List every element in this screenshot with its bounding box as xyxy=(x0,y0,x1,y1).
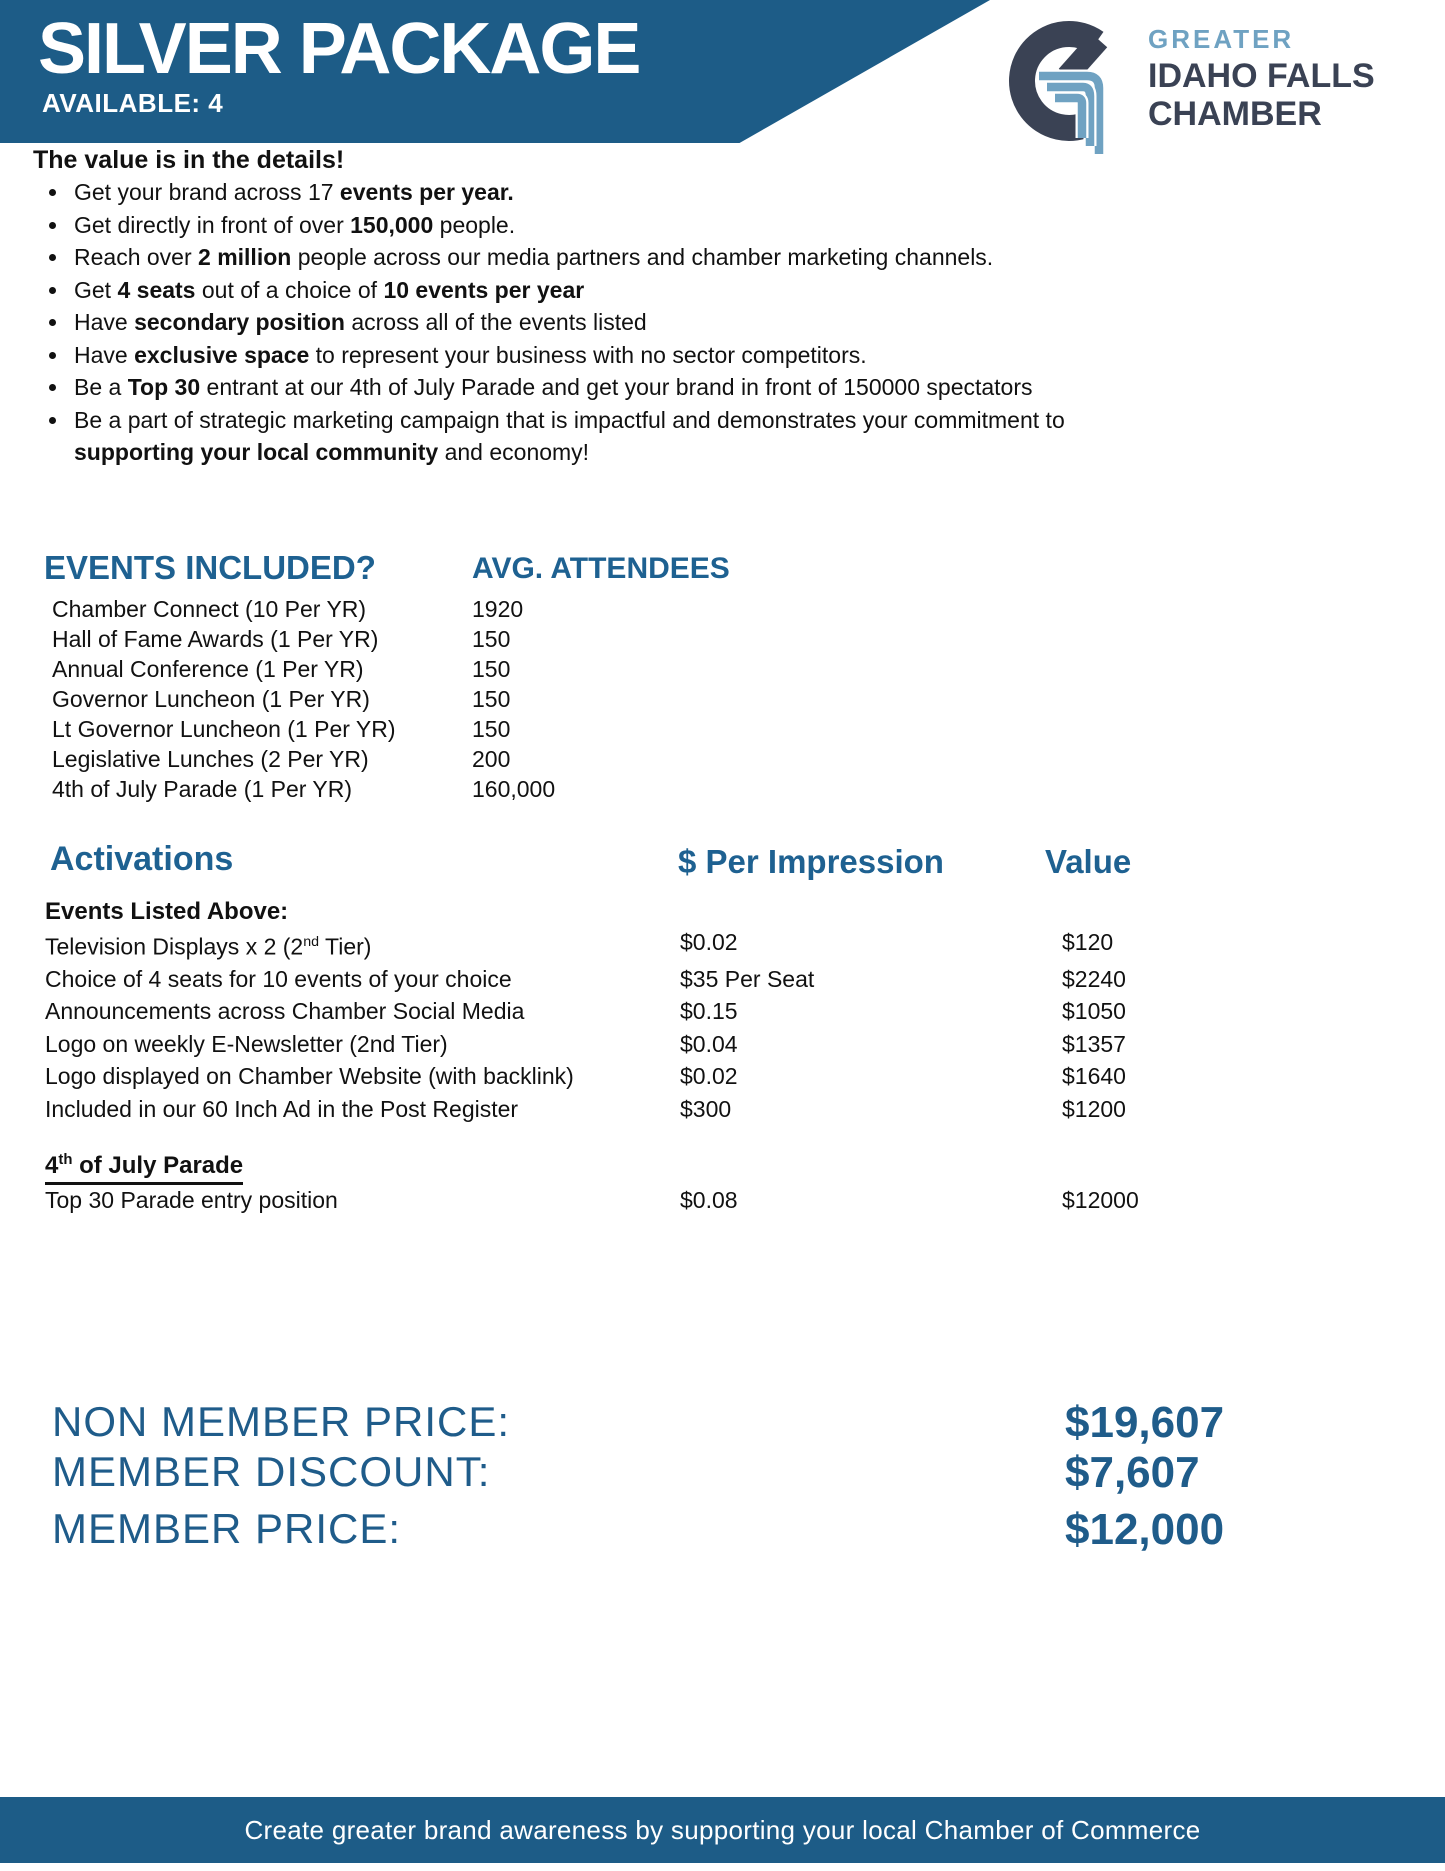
price-label: NON MEMBER PRICE: xyxy=(52,1398,511,1445)
activation-value: $2240 xyxy=(1062,966,1126,993)
text: Logo displayed on Chamber Website (with backlink) xyxy=(45,1063,574,1090)
text: Announcements across Chamber Social Media xyxy=(45,998,525,1025)
event-row xyxy=(52,714,555,744)
price-row xyxy=(52,1448,1312,1498)
text: Choice of 4 seats for 10 events of your choice xyxy=(45,966,512,993)
activation-label xyxy=(45,963,680,995)
event-attendees: 150 xyxy=(472,716,511,742)
events-included-heading: EVENTS INCLUDED? xyxy=(44,549,376,586)
bullet-item xyxy=(70,404,1130,469)
text: Logo on weekly E-Newsletter (2nd Tier) xyxy=(45,1030,448,1057)
bullet-item xyxy=(70,274,1130,307)
text: 4 xyxy=(45,1152,59,1179)
avg-attendees-heading: AVG. ATTENDEES xyxy=(472,552,730,585)
activation-per-impression: $0.02 xyxy=(680,929,738,955)
activations-table xyxy=(45,926,1126,1125)
availability-label: AVAILABLE: 4 xyxy=(42,88,224,118)
superscript: nd xyxy=(303,934,320,950)
event-name: Lt Governor Luncheon (1 Per YR) xyxy=(52,716,396,742)
text: and economy! xyxy=(438,439,590,465)
fourth-of-july-label xyxy=(45,1152,243,1185)
event-name: Annual Conference (1 Per YR) xyxy=(52,656,364,682)
logo-line-idaho-falls: IDAHO FALLS xyxy=(1148,57,1375,95)
event-attendees: 150 xyxy=(472,686,511,712)
bullet-item xyxy=(70,176,1130,209)
text: Have xyxy=(74,309,135,335)
activation-per-impression: $0.15 xyxy=(680,998,738,1025)
bold-text: 10 events per year xyxy=(383,276,585,303)
activation-per-impression: $35 Per Seat xyxy=(680,966,815,993)
benefit-bullet-list xyxy=(42,176,1130,469)
activation-value: $120 xyxy=(1062,929,1114,955)
logo-line-greater: GREATER xyxy=(1148,24,1295,54)
bold-text: supporting your local community xyxy=(74,439,439,465)
activation-row xyxy=(45,1060,1126,1092)
event-name: Chamber Connect (10 Per YR) xyxy=(52,596,367,622)
activation-row xyxy=(45,1093,1126,1125)
activation-value: $1050 xyxy=(1062,998,1126,1025)
text: entrant at our 4th of July Parade and get your brand in front of 150000 spectators xyxy=(200,374,1033,400)
event-attendees: 160,000 xyxy=(472,776,556,802)
bold-text: 150,000 xyxy=(350,211,434,238)
activation-per-impression: $0.02 xyxy=(680,1063,738,1090)
fourth-of-july-label-text xyxy=(45,1152,243,1185)
text: Have xyxy=(74,341,135,368)
text: people. xyxy=(433,211,516,238)
events-listed-above-label: Events Listed Above: xyxy=(45,898,289,925)
bold-text: 4 seats xyxy=(117,276,196,303)
event-row xyxy=(52,624,555,654)
activation-label xyxy=(45,1093,680,1125)
activation-row xyxy=(45,1184,1139,1216)
price-label: MEMBER PRICE: xyxy=(52,1505,402,1552)
event-name: Hall of Fame Awards (1 Per YR) xyxy=(52,626,379,652)
event-attendees: 200 xyxy=(472,746,511,772)
text: Be a xyxy=(74,374,128,400)
activation-per-impression: $300 xyxy=(680,1095,732,1122)
price-row xyxy=(52,1398,1312,1448)
bullet-item xyxy=(70,209,1130,242)
text: Be a part of strategic marketing campaign that is impactful and demonstrates your commitment to xyxy=(74,406,1065,433)
event-row xyxy=(52,744,555,774)
parade-activations-table xyxy=(45,1184,1139,1216)
activations-heading: Activations xyxy=(50,840,234,878)
chamber-logo-text xyxy=(1148,26,1375,135)
activation-row xyxy=(45,995,1126,1027)
activation-label xyxy=(45,1028,680,1060)
text: to represent your business with no sector competitors. xyxy=(309,341,867,368)
bold-text: exclusive space xyxy=(134,341,310,368)
activation-per-impression: $0.08 xyxy=(680,1187,738,1213)
event-attendees: 1920 xyxy=(472,596,524,622)
superscript: th xyxy=(58,1152,73,1168)
events-included-table xyxy=(52,594,555,804)
price-value: $19,607 xyxy=(1065,1398,1225,1447)
text: across all of the events listed xyxy=(344,309,647,335)
activation-row xyxy=(45,926,1126,963)
page-title: SILVER PACKAGE xyxy=(38,9,640,89)
bold-text: Top 30 xyxy=(127,374,201,400)
event-name: Governor Luncheon (1 Per YR) xyxy=(52,686,370,712)
text: Tier) xyxy=(319,933,372,960)
text: Get your brand across 17 xyxy=(74,179,340,205)
footer-message: Create greater brand awareness by supporting your local Chamber of Commerce xyxy=(244,1814,1201,1845)
text: Television Displays x 2 (2 xyxy=(45,933,304,960)
event-attendees: 150 xyxy=(472,626,511,652)
activation-value: $12000 xyxy=(1062,1187,1139,1213)
event-attendees: 150 xyxy=(472,656,511,682)
activation-row xyxy=(45,963,1126,995)
activation-per-impression: $0.04 xyxy=(680,1030,738,1057)
bullet-item xyxy=(70,241,1130,274)
event-row xyxy=(52,654,555,684)
activation-value: $1357 xyxy=(1062,1030,1126,1057)
text: Get directly in front of over xyxy=(74,211,351,238)
activation-label xyxy=(45,1184,680,1216)
price-row xyxy=(52,1505,1312,1555)
footer-bar xyxy=(0,1797,1445,1863)
activation-label xyxy=(45,926,680,963)
event-name: Legislative Lunches (2 Per YR) xyxy=(52,746,369,772)
intro-heading: The value is in the details! xyxy=(33,146,345,174)
price-value: $7,607 xyxy=(1065,1448,1200,1497)
bullet-item xyxy=(70,306,1130,339)
bold-text: secondary position xyxy=(134,309,345,335)
event-row xyxy=(52,774,555,804)
text: people across our media partners and chamber marketing channels. xyxy=(291,244,994,270)
pricing-summary xyxy=(52,1398,1312,1555)
activation-label xyxy=(45,1060,680,1092)
activation-label xyxy=(45,995,680,1027)
bold-text: 2 million xyxy=(198,244,292,270)
price-label: MEMBER DISCOUNT: xyxy=(52,1448,491,1495)
bold-text: events per year. xyxy=(339,179,514,205)
text: of July Parade xyxy=(72,1152,244,1179)
text: Get xyxy=(74,276,118,303)
text: Included in our 60 Inch Ad in the Post Register xyxy=(45,1095,519,1122)
value-heading: Value xyxy=(1045,843,1132,880)
activation-value: $1200 xyxy=(1062,1095,1126,1122)
text: Reach over xyxy=(74,244,199,270)
per-impression-heading: $ Per Impression xyxy=(678,843,944,880)
text: Top 30 Parade entry position xyxy=(45,1187,338,1213)
activation-row xyxy=(45,1028,1126,1060)
text: out of a choice of xyxy=(195,276,384,303)
price-value: $12,000 xyxy=(1065,1505,1225,1554)
event-row xyxy=(52,594,555,624)
event-name: 4th of July Parade (1 Per YR) xyxy=(52,776,352,802)
chamber-g-icon xyxy=(1003,16,1141,158)
logo-line-chamber: CHAMBER xyxy=(1148,95,1322,133)
event-row xyxy=(52,684,555,714)
activation-value: $1640 xyxy=(1062,1063,1126,1090)
bullet-item xyxy=(70,339,1130,372)
bullet-item xyxy=(70,371,1130,404)
